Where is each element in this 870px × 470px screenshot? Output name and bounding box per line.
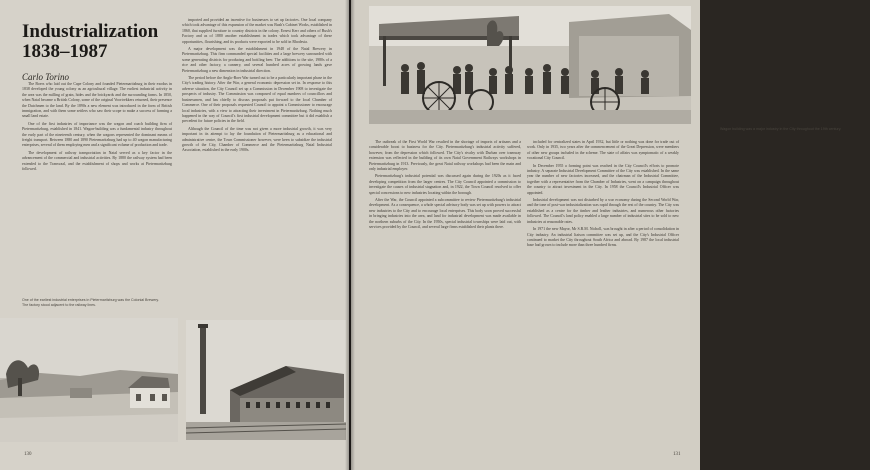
- page-number: 130: [24, 452, 32, 457]
- book-gutter: [345, 0, 355, 470]
- left-column-2: [182, 18, 332, 300]
- left-page: [0, 0, 349, 470]
- paragraph: included for centralized states in April 1932, but little or nothing was done for trade out of work. Only in 1935, two years after the commencement of the Great Depression, were members of other new groups included in the scheme. The state of affairs was symptomatic of a weakly vocational City Council.: [527, 140, 679, 161]
- paragraph: Although the Council of the time was not given a more industrial growth, it was very important in its attempt to lay the foundation of Pietermaritzburg as a educational and administrative centre, the Town Commissioner however, were keen to subsidize the industrial growth of the City, Chamber of Commerce and the Pietermaritzburg Natal Industrial Association, established in the early 1900s.: [182, 126, 332, 153]
- article-title: Industrialization 1838–1987: [22, 21, 159, 62]
- photo-caption: One of the earliest industrial enterprises in Pietermaritzburg was the Colonial Brewery. The factory stood adjacent to the railway lines.: [22, 298, 159, 307]
- page-number: 131: [673, 452, 681, 457]
- paragraph: Industrial development was not disturbed by a war economy during the Second World War, and the tone of post-war industrialization was rapid through the rest of the country. The City was established as a centre for the timber and leather industries, and numerous other factories followed. The Council's land policy enabled a large number of industrial sites to be sold to new industries at reasonable rates.: [527, 198, 679, 224]
- paragraph: The period before the Anglo-Boer War turned out to be a particularly important phase in the City's trading history. After the War, a general economic depression set in. In response to this adverse situation, the City Council set up a Commission in December 1908 to investigate the prospects of industry. The Commission was composed of equal numbers of councillors and businessmen, and has chiefly to discuss proposals put forward to the local Chamber of Commerce. One of their proposals requested Council to appoint a Commissioner to encourage local industries, with a view to attracting their investment in Pietermaritzburg. Nothing much happened in the way of Council's first industrial development committee but it did establish a precedent for future policies in the field.: [182, 76, 332, 124]
- factory-photo: [186, 320, 346, 440]
- paragraph: In 1971 the new Mayor, Mr S.B.M. Nicholl, was brought in after a period of consolidation in City industry. An industrial liaison committee was set up, and the City's Industrial Officer continued to market the City throughout South Africa and abroad. By 1987 the local industrial base had grown to include more than three hundred firms.: [527, 227, 679, 248]
- paragraph: After the War, the Council appointed a subcommittee to review Pietermaritzburg's industrial development. As a consequence, a whole special advisory body was set up with powers to attract new industries to the City and to encourage local enterprises. This body soon proved successful in bringing industries into the area, and land for industrial development was made available in the northern suburbs of the City. In the 1950s, special industrial townships were laid out, with services provided by the Council, and several large firms established their plants there.: [369, 198, 521, 230]
- paragraph: In December 1955 a forming point was reached in the City Council's efforts to promote industry. A separate Industrial Development Committee of the City was established. In the same year the number of new factories increased, and the chairman of the Industrial Committee, together with a representative from the Chamber of Industries, went on a campaign throughout the country to attract investment in the City. In 1958 the Council's Industrial Officer was appointed.: [527, 163, 679, 195]
- left-column-1: [22, 82, 172, 296]
- farmhouse-photo: [0, 318, 178, 442]
- paragraph: Pietermaritzburg's industrial potential was discussed again during the 1920s as it faced developing competition from the larger centres. The City Council appointed a commission to investigate the causes of industrial stagnation and, in 1922, the Town Council resolved to offer special concessions to new industries locating within the borough.: [369, 174, 521, 195]
- article-author: Carlo Torino: [22, 72, 69, 82]
- paragraph: One of the first industries of importance was the wagon and coach building firm of Pietermaritzburg, established in 1841. Wagon-building was a fundamental industry throughout the early part of the nineteenth century, when the wagons represented the dominant means of freight transport. Between 1880 and 1890 Pietermaritzburg had up to 40 wagon manufacturing enterprises, several of them employing men and a significant volume of production and trade.: [22, 121, 172, 148]
- photo-caption: Wagon building was a major industry in the City throughout the 19th century.: [720, 127, 842, 131]
- paragraph: A major development was the establishment in 1948 of the Natal Brewery in Pietermaritzburg. This firm commanded special facilities and a large brewery surrounded with some generating districts for producing and bottling beer. The additions to the site, 1980s of a rice and other factory, a cannery, and several hundred acres of growing lands gave Pietermaritzburg a new dimension in industrial direction.: [182, 47, 332, 73]
- right-page: [351, 0, 842, 470]
- paragraph: imported and provided an incentive for businesses to set up factories. One local company which took advantage of this expansion of the market was Bush's Cabinet Works, established in 1860, that supplied furniture to country districts in the colony. Ernest Kerr and others of Bush's Factory and as of 1880 another establishment in trades which took advantage of these opportunities, flourishing, and its products were exported to be sold in Rhodesia.: [182, 18, 332, 44]
- right-column-2: [527, 140, 679, 458]
- wagon-workshop-photo: [369, 6, 691, 124]
- paragraph: The Boers who laid out the Cape Colony and founded Pietermaritzburg in their exodus in 1838 developed the young colony as an agricultural village. The earliest industrial activity in the area was the milling of grain, hides and the brickyards and the surrounding farms. In 1850, when Natal became a British Colony, some of the original Voortrekkers returned, their presence the Dutchmen to the land. By the 1890s a new element was introduced in the form of British immigration, and with them some settlers who saw their scope to make a success of farming a small land estate.: [22, 82, 172, 119]
- paragraph: The development of railway transportation in Natal served as a key factor in the advancement of the commercial and industrial activities. By 1880 the railway system had been extended to the Transvaal, and the establishment of shops and works at Pietermaritzburg followed.: [22, 150, 172, 172]
- paragraph: The outbreak of the First World War resulted in the shortage of imports of artisans and a considerable boost to business for the City. Pietermaritzburg's industrial activity suffered, however, from the depression which followed. The City's rivalry with Durban over tramway extension was reflected in the building of its own Natal Government Railways workshops in Pietermaritzburg in 1913. Previously, the great Natal railway workshops had been the main and only industrial employer.: [369, 140, 521, 172]
- right-column-1: [369, 140, 521, 458]
